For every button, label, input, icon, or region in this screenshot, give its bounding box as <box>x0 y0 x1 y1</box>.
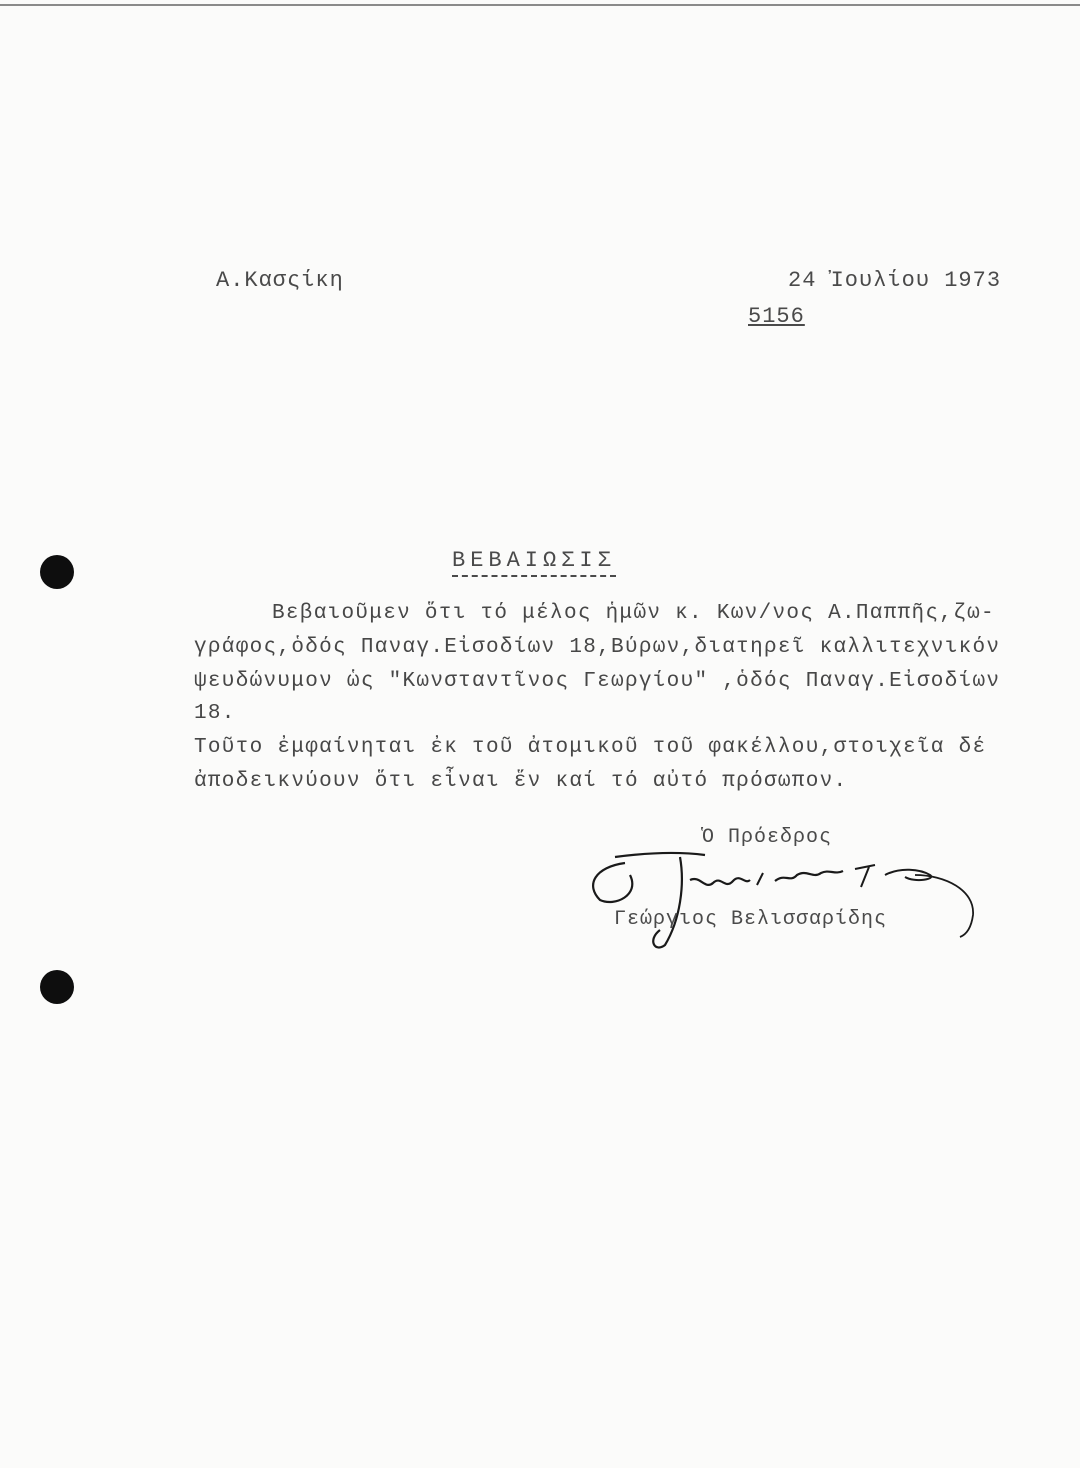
body-line-6: ἀποδεικνύουν ὅτι εἶναι ἕν καί τό αὐτό πρόσωπον. <box>194 770 848 793</box>
page-top-edge <box>0 4 1080 6</box>
handwritten-signature <box>585 845 985 955</box>
body-line-2: γράφος,ὁδός Παναγ.Εἰσοδίων 18,Βύρων,διατηρεῖ καλλιτεχνικόν <box>194 636 1001 659</box>
signatory-role: Ὁ Πρόεδρος <box>702 826 833 849</box>
body-line-3: ψευδώνυμον ὡς "Κωνσταντῖνος Γεωργίου" ,ὁδός Παναγ.Εἰσοδίων <box>194 670 1001 693</box>
header-reference-number: 5156 <box>748 304 805 329</box>
punch-hole-lower <box>40 970 74 1004</box>
header-date: 24 Ἰουλίου 1973 <box>788 268 1002 293</box>
signatory-name: Γεώργιος Βελισσαρίδης <box>614 908 888 931</box>
body-line-1: Βεβαιοῦμεν ὅτι τό μέλος ἡμῶν κ. Κων/νος Α.Παππῆς,ζω- <box>272 602 995 625</box>
body-line-5: Τοῦτο ἐμφαίνηται ἐκ τοῦ ἀτομικοῦ τοῦ φακέλλου,στοιχεῖα δέ <box>194 736 987 759</box>
header-place: Α.Κασςίκη <box>216 268 344 293</box>
punch-hole-upper <box>40 555 74 589</box>
document-title: ΒΕΒΑΙΩΣΙΣ <box>452 548 616 577</box>
body-line-4: 18. <box>194 702 236 725</box>
